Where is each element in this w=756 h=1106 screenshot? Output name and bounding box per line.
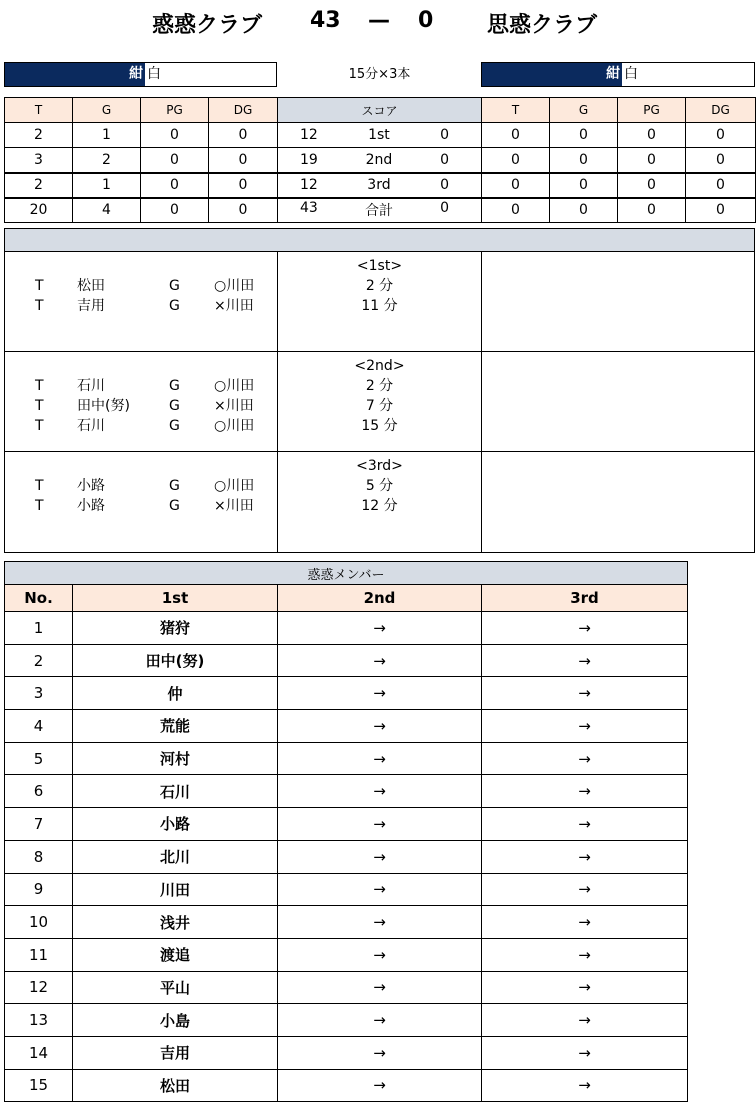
event-type: T (35, 418, 44, 434)
event-type: T (35, 278, 44, 294)
period-score (278, 177, 481, 193)
home-stat-cell: 2 (5, 173, 73, 198)
away-period-points: 0 (440, 127, 449, 143)
score-table (4, 97, 756, 223)
period-score (278, 200, 481, 220)
member-name-1st: 河村 (73, 742, 278, 775)
home-jersey-secondary: 白 (147, 66, 161, 82)
member-number: 5 (5, 742, 73, 775)
member-name-1st: 小路 (73, 808, 278, 841)
members-caption: 惑惑メンバー (5, 562, 688, 585)
event-time: 7 分 (365, 398, 394, 414)
member-2nd: → (278, 938, 482, 971)
event-conversion: G (169, 498, 180, 514)
score-event (5, 276, 277, 296)
member-number: 6 (5, 775, 73, 808)
member-2nd: → (278, 906, 482, 939)
away-header-t: T (482, 98, 550, 123)
member-name-1st: 田中(努) (73, 644, 278, 677)
home-period-points: 43 (300, 200, 318, 217)
event-player: 小路 (77, 498, 105, 514)
members-header-row (5, 585, 688, 612)
period-times (278, 252, 482, 351)
member-3rd: → (482, 808, 688, 841)
event-type: T (35, 398, 44, 414)
period-score-cell (278, 173, 482, 198)
away-stat-cell: 0 (550, 198, 618, 223)
member-row (5, 677, 688, 710)
period-times (278, 452, 482, 552)
member-number: 13 (5, 1004, 73, 1037)
home-stat-cell: 1 (73, 123, 141, 148)
member-name-1st: 猪狩 (73, 612, 278, 645)
match-title (0, 8, 756, 40)
member-3rd: → (482, 612, 688, 645)
home-header-t: T (5, 98, 73, 123)
member-number: 7 (5, 808, 73, 841)
home-scorers (5, 352, 278, 451)
member-3rd: → (482, 742, 688, 775)
member-name-1st: 川田 (73, 873, 278, 906)
member-2nd: → (278, 873, 482, 906)
home-scorers (5, 252, 278, 351)
period-label: 2nd (365, 151, 393, 168)
home-stat-cell: 0 (141, 173, 209, 198)
event-conversion: G (169, 398, 180, 414)
member-number: 4 (5, 710, 73, 743)
members-header-1st: 1st (73, 585, 278, 612)
score-header-row (5, 98, 756, 123)
event-player: 石川 (77, 418, 105, 434)
scoring-period (5, 252, 754, 352)
member-2nd: → (278, 710, 482, 743)
member-number: 3 (5, 677, 73, 710)
member-row (5, 1004, 688, 1037)
home-stat-cell: 0 (141, 198, 209, 223)
member-row (5, 1069, 688, 1102)
member-row (5, 938, 688, 971)
away-stat-cell: 0 (482, 148, 550, 173)
home-scorers (5, 452, 278, 552)
scoring-period (5, 352, 754, 452)
away-stat-cell: 0 (686, 173, 756, 198)
member-row (5, 644, 688, 677)
away-stat-cell: 0 (618, 198, 686, 223)
member-name-1st: 石川 (73, 775, 278, 808)
member-number: 10 (5, 906, 73, 939)
away-stat-cell: 0 (618, 173, 686, 198)
member-number: 8 (5, 840, 73, 873)
member-3rd: → (482, 1036, 688, 1069)
event-player: 田中(努) (77, 398, 130, 414)
away-stat-cell: 0 (550, 173, 618, 198)
away-score: 0 (418, 8, 434, 33)
event-type: T (35, 298, 44, 314)
home-stat-cell: 2 (5, 123, 73, 148)
away-stat-cell: 0 (686, 198, 756, 223)
away-team-name: 思惑クラブ (487, 13, 598, 38)
member-2nd: → (278, 742, 482, 775)
event-player: 小路 (77, 478, 105, 494)
member-row (5, 840, 688, 873)
member-2nd: → (278, 1036, 482, 1069)
period-score-cell (278, 123, 482, 148)
member-row (5, 873, 688, 906)
home-period-points: 12 (300, 127, 318, 143)
away-scorers (482, 252, 754, 351)
member-2nd: → (278, 775, 482, 808)
member-3rd: → (482, 1004, 688, 1037)
home-jersey (4, 62, 277, 87)
member-number: 1 (5, 612, 73, 645)
member-2nd: → (278, 677, 482, 710)
score-separator: — (368, 8, 390, 33)
away-stat-cell: 0 (550, 148, 618, 173)
event-kicker: ×川田 (214, 398, 254, 414)
member-row (5, 906, 688, 939)
scoring-period (5, 452, 754, 552)
member-name-1st: 渡追 (73, 938, 278, 971)
event-kicker: ○川田 (214, 418, 255, 434)
member-3rd: → (482, 906, 688, 939)
member-2nd: → (278, 1004, 482, 1037)
home-stat-cell: 0 (209, 173, 278, 198)
member-row (5, 742, 688, 775)
away-scorers (482, 452, 754, 552)
home-stat-cell: 1 (73, 173, 141, 198)
members-header-no: No. (5, 585, 73, 612)
member-number: 11 (5, 938, 73, 971)
member-row (5, 971, 688, 1004)
member-3rd: → (482, 677, 688, 710)
event-conversion: G (169, 278, 180, 294)
home-header-g: G (73, 98, 141, 123)
away-period-points: 0 (440, 151, 449, 168)
event-type: T (35, 378, 44, 394)
home-stat-cell: 0 (209, 198, 278, 223)
period-score-cell (278, 148, 482, 173)
member-number: 14 (5, 1036, 73, 1069)
member-name-1st: 荒能 (73, 710, 278, 743)
event-type: T (35, 498, 44, 514)
event-conversion: G (169, 478, 180, 494)
event-kicker: ○川田 (214, 378, 255, 394)
member-3rd: → (482, 938, 688, 971)
period-label: 合計 (364, 203, 393, 220)
home-header-dg: DG (209, 98, 278, 123)
member-2nd: → (278, 612, 482, 645)
period-heading: <3rd> (356, 458, 403, 474)
event-time: 2 分 (365, 378, 394, 394)
home-score: 43 (310, 8, 341, 33)
home-stat-cell: 0 (141, 123, 209, 148)
away-stat-cell: 0 (618, 123, 686, 148)
home-team-name: 惑惑クラブ (152, 13, 263, 38)
away-header-dg: DG (686, 98, 756, 123)
away-scorers (482, 352, 754, 451)
home-stat-cell: 0 (209, 148, 278, 173)
member-3rd: → (482, 840, 688, 873)
event-conversion: G (169, 418, 180, 434)
member-2nd: → (278, 971, 482, 1004)
score-row (5, 173, 756, 198)
score-row (5, 123, 756, 148)
away-stat-cell: 0 (686, 148, 756, 173)
member-2nd: → (278, 644, 482, 677)
away-stat-cell: 0 (550, 123, 618, 148)
member-row (5, 710, 688, 743)
home-period-points: 19 (300, 151, 318, 168)
event-time: 2 分 (365, 278, 394, 294)
scoring-log (4, 228, 755, 553)
away-stat-cell: 0 (482, 123, 550, 148)
away-jersey (481, 62, 755, 87)
member-number: 2 (5, 644, 73, 677)
scoring-log-header (5, 229, 754, 252)
member-2nd: → (278, 1069, 482, 1102)
event-conversion: G (169, 298, 180, 314)
period-score (278, 127, 481, 143)
member-row (5, 612, 688, 645)
event-kicker: ○川田 (214, 278, 255, 294)
member-3rd: → (482, 710, 688, 743)
score-event (5, 376, 277, 396)
period-heading: <1st> (356, 258, 403, 274)
home-jersey-primary: 紺 (5, 63, 145, 86)
member-name-1st: 松田 (73, 1069, 278, 1102)
member-row (5, 808, 688, 841)
away-stat-cell: 0 (618, 148, 686, 173)
home-stat-cell: 3 (5, 148, 73, 173)
member-3rd: → (482, 775, 688, 808)
member-number: 9 (5, 873, 73, 906)
away-header-pg: PG (618, 98, 686, 123)
member-number: 12 (5, 971, 73, 1004)
score-event (5, 416, 277, 436)
home-period-points: 12 (300, 177, 318, 193)
score-header: スコア (278, 98, 482, 123)
event-player: 松田 (77, 278, 105, 294)
away-stat-cell: 0 (482, 173, 550, 198)
event-conversion: G (169, 378, 180, 394)
away-stat-cell: 0 (686, 123, 756, 148)
member-3rd: → (482, 873, 688, 906)
event-time: 11 分 (361, 298, 398, 314)
home-stat-cell: 4 (73, 198, 141, 223)
member-name-1st: 平山 (73, 971, 278, 1004)
event-kicker: ○川田 (214, 478, 255, 494)
home-stat-cell: 2 (73, 148, 141, 173)
member-3rd: → (482, 1069, 688, 1102)
home-header-pg: PG (141, 98, 209, 123)
period-label: 1st (368, 127, 390, 143)
home-stat-cell: 0 (141, 148, 209, 173)
period-times (278, 352, 482, 451)
away-header-g: G (550, 98, 618, 123)
members-header-3rd: 3rd (482, 585, 688, 612)
match-format: 15分×3本 (348, 67, 411, 82)
members-table (4, 561, 688, 1102)
score-event (5, 496, 277, 516)
event-player: 石川 (77, 378, 105, 394)
member-name-1st: 吉用 (73, 1036, 278, 1069)
event-type: T (35, 478, 44, 494)
member-number: 15 (5, 1069, 73, 1102)
away-jersey-primary: 紺 (482, 63, 622, 86)
period-heading: <2nd> (354, 358, 405, 374)
member-row (5, 775, 688, 808)
member-name-1st: 北川 (73, 840, 278, 873)
member-2nd: → (278, 808, 482, 841)
away-period-points: 0 (440, 200, 449, 217)
home-stat-cell: 0 (209, 123, 278, 148)
member-name-1st: 浅井 (73, 906, 278, 939)
member-name-1st: 小島 (73, 1004, 278, 1037)
period-label: 3rd (367, 177, 391, 193)
event-time: 12 分 (361, 498, 398, 514)
member-3rd: → (482, 971, 688, 1004)
score-event (5, 296, 277, 316)
event-kicker: ×川田 (214, 498, 254, 514)
member-2nd: → (278, 840, 482, 873)
members-header-2nd: 2nd (278, 585, 482, 612)
away-jersey-secondary: 白 (624, 66, 638, 82)
period-score-cell (278, 198, 482, 223)
score-event (5, 476, 277, 496)
event-kicker: ×川田 (214, 298, 254, 314)
score-event (5, 396, 277, 416)
away-stat-cell: 0 (482, 198, 550, 223)
period-score (278, 152, 481, 168)
event-time: 5 分 (365, 478, 394, 494)
event-time: 15 分 (361, 418, 398, 434)
score-row (5, 148, 756, 173)
member-name-1st: 仲 (73, 677, 278, 710)
member-row (5, 1036, 688, 1069)
home-stat-cell: 20 (5, 198, 73, 223)
away-period-points: 0 (440, 177, 449, 193)
score-row (5, 198, 756, 223)
member-3rd: → (482, 644, 688, 677)
event-player: 吉用 (77, 298, 105, 314)
